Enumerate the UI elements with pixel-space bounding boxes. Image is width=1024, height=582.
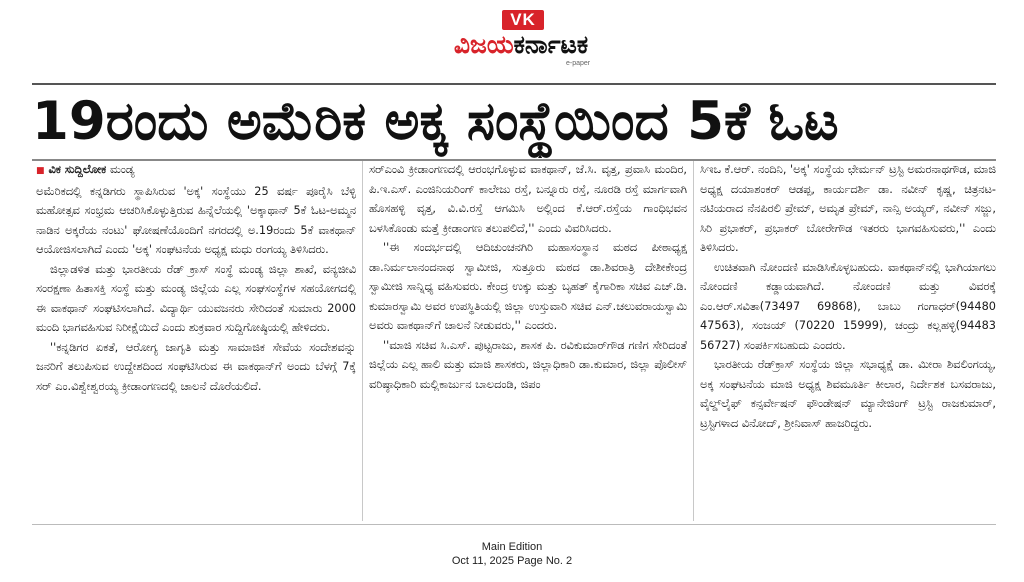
paragraph: ಸಿಇಒ ಕೆ.ಆರ್. ನಂದಿನಿ, 'ಅಕ್ಕ' ಸಂಸ್ಥೆಯ ಛೇರ್ಮನ್ ಟ್ರಸ್ಟಿ ಅಮರನಾಥಗೌಡ, ಮಾಜಿ ಅಧ್ಯಕ್ಷ ದಯಾಶಂಕರ್ ಆಡಪ್ಪ, ಕಾರ್ಯದರ್ಶಿ ಡಾ. ನವೀನ್ ಕೃಷ್ಣ, ಚಿತ್ರನಟ-ನಟಿಯರಾದ ನೆನಪಿರಲಿ ಪ್ರೇಮ್, ಅಮೃತ ಪ್ರೇಮ್, ನಾನ್ಸಿ ಅಯ್ಯರ್, ನವೀನ್ ಸಜ್ಜು, ಸಿರಿ ಪ್ರಭಾಕರ್, ಪ್ರಭಾಕರ್ ಬೋರೇಗೌಡ ಇತರರು ಭಾಗವಹಿಸುವರು,'' ಎಂದು ತಿಳಿಸಿದರು. (700, 163, 996, 254)
edition-label: Main Edition (481, 541, 543, 553)
byline-place: ಮಂಡ್ಯ (110, 163, 135, 176)
epaper-tagline: e-paper (566, 60, 591, 67)
brand-name (418, 30, 624, 60)
article-headline: 19ರಂದು ಅಮೆರಿಕ ಅಕ್ಕ ಸಂಸ್ಥೆಯಿಂದ 5ಕೆ ಓಟ (32, 91, 839, 152)
bottom-divider (32, 524, 996, 525)
paragraph: ಉಚಿತವಾಗಿ ನೋಂದಣಿ ಮಾಡಿಸಿಕೊಳ್ಳಬಹುದು. ವಾಕಥಾನ್‌ನಲ್ಲಿ ಭಾಗಿಯಾಗಲು ನೋಂದಣಿ ಕಡ್ಡಾಯವಾಗಿದೆ. ನೋಂದಣಿ ಮತ್ತು ವಿವರಕ್ಕೆ ಎಂ.ಆರ್.ಸವಿತಾ(73497 69868), ಬಾಬು ಗಂಗಾಧರ್(94480 47563), ಸಂಜಯ್ (70220 15999), ಚಂದ್ರು ಕಲ್ಲಹಳ್ಳಿ(94483 56727) ಸಂಪರ್ಕಿಸಬಹುದು ಎಂದರು. (700, 260, 996, 352)
byline-bullet-icon: ■ (36, 166, 45, 176)
column-divider (693, 161, 694, 521)
byline-name: ವಿಕ ಸುದ್ದಿಲೋಕ (48, 163, 107, 176)
brand-name-black: ಕರ್ನಾಟಕ (513, 30, 589, 59)
paragraph: ಭಾರತೀಯ ರೆಡ್‌ಕ್ರಾಸ್ ಸಂಸ್ಥೆಯ ಜಿಲ್ಲಾ ಸಭಾಧ್ಯಕ್ಷೆ ಡಾ. ಮೀರಾ ಶಿವಲಿಂಗಯ್ಯ, ಅಕ್ಕ ಸಂಘಟನೆಯ ಮಾಜಿ ಅಧ್ಯಕ್ಷ ಶಿವಮೂರ್ತಿ ಕೀಲಾರ, ನಿರ್ದೇಶಕ ಬಸವರಾಜು, ವೈಲ್ಡ್‌ಲೈಫ್ ಕನ್ಸರ್ವೇಷನ್ ಫೌಂಡೇಷನ್ ಮ್ಯಾನೇಜಿಂಗ್ ಟ್ರಸ್ಟಿ ರಾಜಕುಮಾರ್, ಟ್ರಸ್ಟಿಗಳಾದ ವಿನೋದ್, ಶ್ರೀನಿವಾಸ್ ಹಾಜರಿದ್ದರು. (700, 358, 996, 430)
paragraph: ''ಮಾಜಿ ಸಚಿವ ಸಿ.ಎಸ್. ಪುಟ್ಟರಾಜು, ಶಾಸಕ ಪಿ. ರವಿಕುಮಾರ್‌ಗೌಡ ಗಣಿಗ ಸೇರಿದಂತೆ ಜಿಲ್ಲೆಯ ಎಲ್ಲ ಹಾಲಿ ಮತ್ತು ಮಾಜಿ ಶಾಸಕರು, ಜಿಲ್ಲಾಧಿಕಾರಿ ಡಾ.ಕುಮಾರ, ಜಿಲ್ಲಾ ಪೊಲೀಸ್ ವರಿಷ್ಠಾಧಿಕಾರಿ ಮಲ್ಲಿಕಾರ್ಜುನ ಬಾಲದಂಡಿ, ಜಿಪಂ (369, 338, 687, 391)
article-column-3 (700, 160, 996, 522)
column-divider (362, 161, 363, 521)
paragraph: ''ಕನ್ನಡಿಗರ ಏಕತೆ, ಆರೋಗ್ಯ ಜಾಗೃತಿ ಮತ್ತು ಸಾಮಾಜಿಕ ಸೇವೆಯ ಸಂದೇಶವನ್ನು ಜನರಿಗೆ ತಲುಪಿಸುವ ಉದ್ದೇಶದಿಂದ ಸಂಘಟಿಸಿರುವ ಈ ವಾಕಥಾನ್‌ಗೆ ಅಂದು ಬೆಳಗ್ಗೆ 7ಕ್ಕೆ ಸರ್ ಎಂ.ವಿಶ್ವೇಶ್ವರಯ್ಯ ಕ್ರೀಡಾಂಗಣದಲ್ಲಿ ಚಾಲನೆ ದೊರೆಯಲಿದೆ. (36, 340, 356, 393)
paragraph: ಅಮೆರಿಕದಲ್ಲಿ ಕನ್ನಡಿಗರು ಸ್ಥಾಪಿಸಿರುವ 'ಅಕ್ಕ' ಸಂಸ್ಥೆಯು 25 ವರ್ಷ ಪೂರೈಸಿ ಬೆಳ್ಳಿ ಮಹೋತ್ಸವ ಸಂಭ್ರಮ ಆಚರಿಸಿಕೊಳ್ಳುತ್ತಿರುವ ಹಿನ್ನೆಲೆಯಲ್ಲಿ 'ಅಕ್ಕಾಥಾನ್ 5ಕೆ ಓಟ-ಅಮ್ಮನ ನಾಡಿನ ಅಕ್ಕರೆಯ ನಂಟು' ಘೋಷಣೆಯೊಂದಿಗೆ ನಗರದಲ್ಲಿ ಅ.19ರಂದು 5ಕೆ ವಾಕಥಾನ್ ಆಯೋಜಿಸಲಾಗಿದೆ ಎಂದು 'ಅಕ್ಕ' ಸಂಘಟನೆಯ ಅಧ್ಯಕ್ಷ ಮಧು ರಂಗಯ್ಯ ತಿಳಿಸಿದರು. (36, 184, 356, 256)
paragraph: ಜಿಲ್ಲಾಡಳಿತ ಮತ್ತು ಭಾರತೀಯ ರೆಡ್ ಕ್ರಾಸ್ ಸಂಸ್ಥೆ ಮಂಡ್ಯ ಜಿಲ್ಲಾ ಶಾಖೆ, ವನ್ಯಜೀವಿ ಸಂರಕ್ಷಣಾ ಹಿತಾಸಕ್ತಿ ಸಂಸ್ಥೆ ಮತ್ತು ಮಂಡ್ಯ ಜಿಲ್ಲೆಯ ಎಲ್ಲ ಸಂಘಸಂಸ್ಥೆಗಳ ಸಹಯೋಗದಲ್ಲಿ ಈ ವಾಕಥಾನ್ ಸಂಘಟಿಸಲಾಗಿದೆ. ವಿದ್ಯಾರ್ಥಿ ಯುವಜನರು ಸೇರಿದಂತೆ ಸುಮಾರು 2000 ಮಂದಿ ಭಾಗವಹಿಸುವ ನಿರೀಕ್ಷೆಯಿದೆ ಎಂದು ಶುಕ್ರವಾರ ಸುದ್ದಿಗೋಷ್ಠಿಯಲ್ಲಿ ಹೇಳಿದರು. (36, 262, 356, 334)
byline (36, 160, 356, 182)
brand-name-red: ವಿಜಯ (453, 30, 514, 59)
top-divider (32, 83, 996, 85)
masthead-logo (418, 8, 624, 72)
paragraph: ಸರ್‌ಎಂವಿ ಕ್ರೀಡಾಂಗಣದಲ್ಲಿ ಆರಂಭಗೊಳ್ಳುವ ವಾಕಥಾನ್, ಜೆ.ಸಿ. ವೃತ್ತ, ಪ್ರವಾಸಿ ಮಂದಿರ, ಪಿ.ಇ.ಎಸ್. ಎಂಜಿನಿಯರಿಂಗ್ ಕಾಲೇಜು ರಸ್ತೆ, ಬನ್ನೂರು ರಸ್ತೆ, ನೂರಡಿ ರಸ್ತೆ ಮಾರ್ಗವಾಗಿ ಹೊಸಹಳ್ಳಿ ವೃತ್ತ, ವಿ.ವಿ.ರಸ್ತೆ ಆಗಮಿಸಿ ಅಲ್ಲಿಂದ ಕೆ.ಆರ್.ರಸ್ತೆಯ ಗಾಂಧಿಭವನ ಬಳಸಿಕೊಂಡು ಮತ್ತೆ ಕ್ರೀಡಾಂಗಣ ತಲುಪಲಿದೆ,'' ಎಂದು ವಿವರಿಸಿದರು. (369, 163, 687, 235)
vk-badge: VK (502, 10, 544, 30)
date-page-label: Oct 11, 2025 Page No. 2 (451, 555, 573, 567)
article-column-2 (369, 160, 687, 522)
article-column-1 (36, 160, 356, 522)
paragraph: ''ಈ ಸಂದರ್ಭದಲ್ಲಿ ಆದಿಚುಂಚನಗಿರಿ ಮಹಾಸಂಸ್ಥಾನ ಮಠದ ಪೀಠಾಧ್ಯಕ್ಷ ಡಾ.ನಿರ್ಮಲಾನಂದನಾಥ ಸ್ವಾಮೀಜಿ, ಸುತ್ತೂರು ಮಠದ ಡಾ.ಶಿವರಾತ್ರಿ ದೇಶೀಕೇಂದ್ರ ಸ್ವಾಮೀಜಿ ಸಾನ್ನಿಧ್ಯ ವಹಿಸುವರು. ಕೇಂದ್ರ ಉಕ್ಕು ಮತ್ತು ಬೃಹತ್ ಕೈಗಾರಿಕಾ ಸಚಿವ ಎಚ್.ಡಿ. ಕುಮಾರಸ್ವಾಮಿ ಅವರ ಉಪಸ್ಥಿತಿಯಲ್ಲಿ ಜಿಲ್ಲಾ ಉಸ್ತುವಾರಿ ಸಚಿವ ಎನ್.ಚಲುವರಾಯಸ್ವಾಮಿ ಅವರು ವಾಕಥಾನ್‌ಗೆ ಚಾಲನೆ ನೀಡುವರು,'' ಎಂದರು. (369, 241, 687, 332)
